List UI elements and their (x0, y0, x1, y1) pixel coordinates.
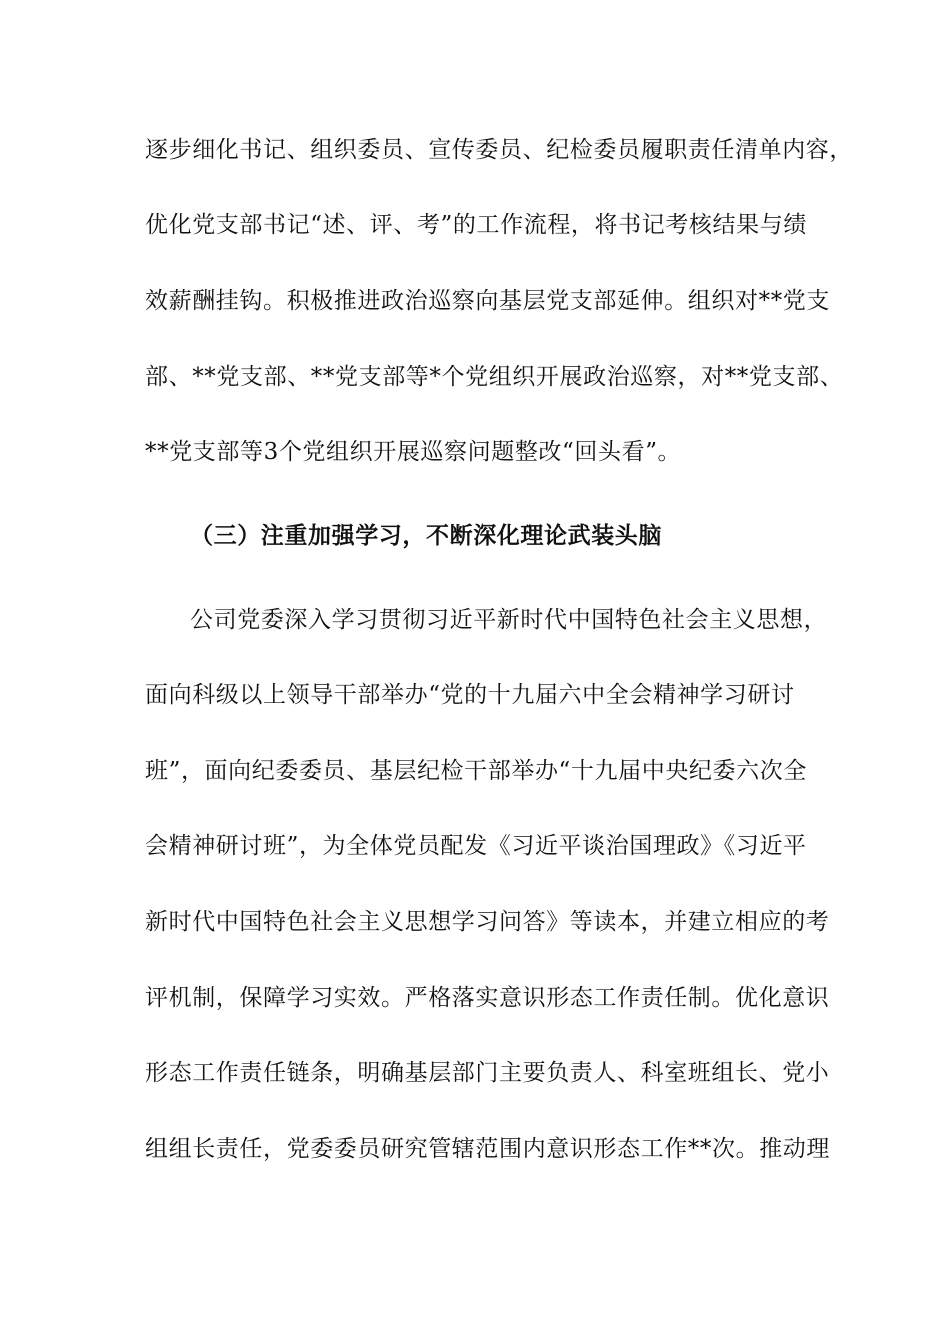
paragraph-2-line-6: 评机制，保障学习实效。严格落实意识形态工作责任制。优化意识 (145, 985, 830, 1011)
paragraph-2-line-3: 班”，面向纪委委员、基层纪检干部举办“十九届中央纪委六次全 (145, 758, 807, 784)
paragraph-1-line-3: 效薪酬挂钩。积极推进政治巡察向基层党支部延伸。组织对**党支 (145, 288, 830, 314)
paragraph-1-line-5: **党支部等3个党组织开展巡察问题整改“回头看”。 (145, 439, 682, 465)
paragraph-2-line-5: 新时代中国特色社会主义思想学习问答》等读本，并建立相应的考 (145, 909, 830, 935)
paragraph-2-line-7: 形态工作责任链条，明确基层部门主要负责人、科室班组长、党小 (145, 1060, 830, 1086)
paragraph-2-line-1: 公司党委深入学习贯彻习近平新时代中国特色社会主义思想， (190, 607, 828, 633)
paragraph-1-line-1: 逐步细化书记、组织委员、宣传委员、纪检委员履职责任清单内容， (145, 137, 853, 163)
paragraph-1-line-2: 优化党支部书记“述、评、考”的工作流程，将书记考核结果与绩 (145, 212, 807, 238)
paragraph-2-line-2: 面向科级以上领导干部举办“党的十九届六中全会精神学习研讨 (145, 682, 795, 708)
section-heading: （三）注重加强学习，不断深化理论武装头脑 (190, 522, 662, 549)
paragraph-2-line-8: 组组长责任，党委委员研究管辖范围内意识形态工作**次。推动理 (145, 1136, 830, 1162)
paragraph-1-line-4: 部、**党支部、**党支部等*个党组织开展政治巡察，对**党支部、 (145, 364, 844, 390)
paragraph-2-line-4: 会精神研讨班”，为全体党员配发《习近平谈治国理政》《习近平 (145, 833, 807, 859)
